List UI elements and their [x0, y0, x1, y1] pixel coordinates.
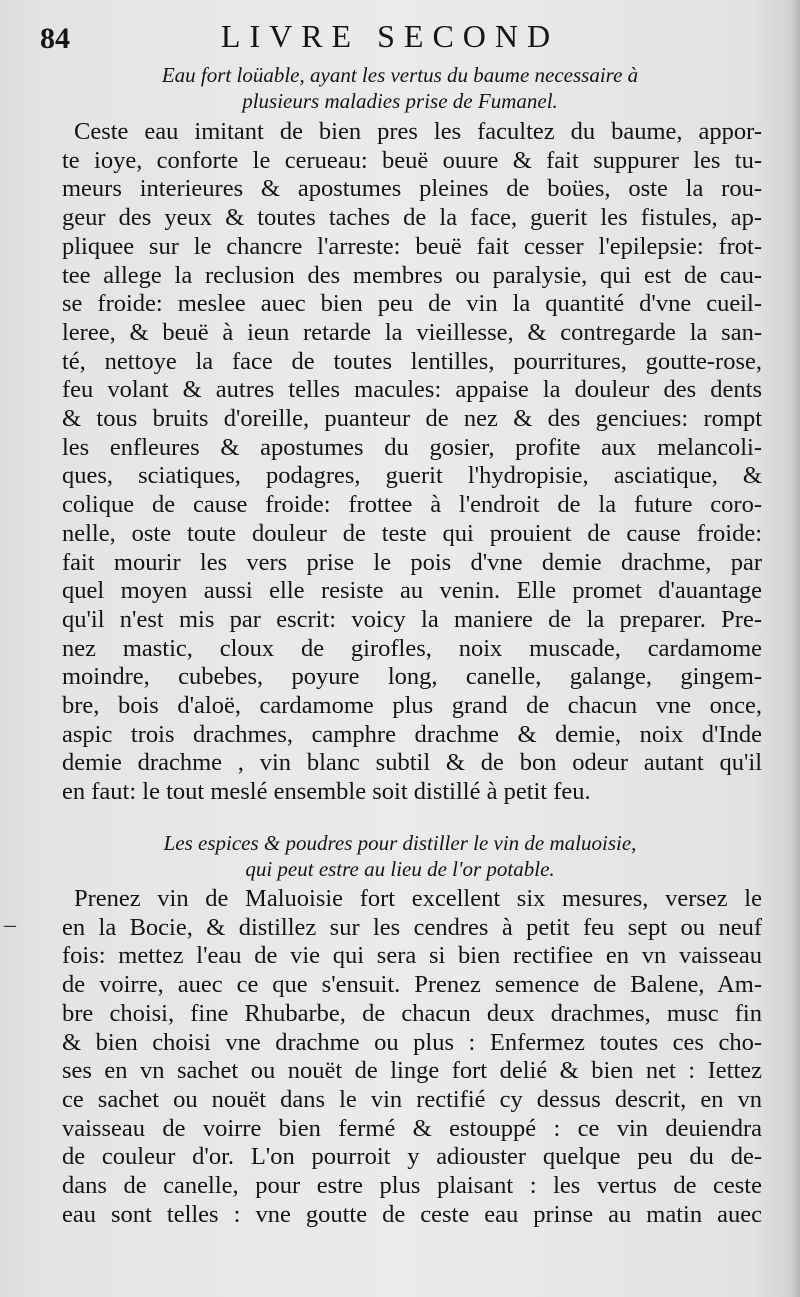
text-line: de couleur d'or. L'on pourroit y adiouster quelque peu du de- [62, 1143, 762, 1171]
text-line: te ioye, conforte le cerueau: beuë ouure & fait suppurer les tu- [62, 146, 762, 174]
text-line: colique de cause froide: frottee à l'endroit de la future coro- [62, 491, 762, 519]
text-line: les enfleures & apostumes du gosier, profite aux melancoli- [62, 433, 762, 461]
text-line: dans de canelle, pour estre plus plaisant : les vertus de ceste [62, 1172, 762, 1200]
text-line: bre, bois d'aloë, cardamome plus grand de chacun vne once, [62, 692, 762, 720]
text-line: ce sachet ou nouët dans le vin rectifié cy dessus descrit, en vn [62, 1085, 762, 1113]
text-line: en faut: le tout meslé ensemble soit distillé à petit feu. [62, 778, 591, 806]
text-line: & bien choisi vne drachme ou plus : Enfermez toutes ces cho- [62, 1028, 762, 1056]
paragraph-body-2 [62, 885, 762, 1229]
text-line: se froide: meslee auec bien peu de vin la quantité d'vne cueil- [62, 290, 762, 318]
text-line: geur des yeux & toutes taches de la face, guerit les fistules, ap- [62, 204, 762, 232]
heading-line: plusieurs maladies prise de Fumanel. [242, 89, 558, 113]
text-line: meurs interieures & apostumes pleines de boües, oste la rou- [62, 175, 762, 203]
text-line: & tous bruits d'oreille, puanteur de nez & des genciues: rompt [62, 405, 762, 433]
text-line: moindre, cubebes, poyure long, canelle, galange, gingem- [62, 663, 762, 691]
text-line: vaisseau de voirre bien fermé & estouppé : ce vin deuiendra [62, 1114, 762, 1142]
text-line: Ceste eau imitant de bien pres les facultez du baume, appor- [74, 118, 762, 145]
heading-line: Les espices & poudres pour distiller le vin de maluoisie, [163, 831, 637, 855]
section-heading-2 [80, 830, 720, 882]
text-line: leree, & beuë à ieun retarde la vieillesse, & contregarde la san- [62, 318, 762, 346]
margin-mark: – [4, 912, 16, 938]
text-line: ses en vn sachet ou nouët de linge fort delié & bien net : Iettez [62, 1057, 762, 1085]
paragraph-body-1 [62, 118, 762, 807]
heading-line: Eau fort loüable, ayant les vertus du baume necessaire à [161, 63, 639, 87]
text-line: tee allege la reclusion des membres ou paralysie, qui est de cau- [62, 261, 762, 289]
text-line: Prenez vin de Maluoisie fort excellent six mesures, versez le [74, 885, 762, 912]
text-line: de voirre, auec ce que s'ensuit. Prenez semence de Balene, Am- [62, 971, 762, 999]
text-line: pliquee sur le chancre l'arreste: beuë fait cesser l'epilepsie: frot- [62, 232, 762, 260]
text-line: fait mourir les vers prise le pois d'vne demie drachme, par [62, 548, 762, 576]
text-line: ques, sciatiques, podagres, guerit l'hydropisie, asciatique, & [62, 462, 762, 490]
heading-line: qui peut estre au lieu de l'or potable. [245, 857, 555, 881]
text-line: demie drachme , vin blanc subtil & de bon odeur autant qu'il [62, 749, 762, 777]
page-edge-shadow [790, 0, 800, 1297]
text-line: nez mastic, cloux de girofles, noix muscade, cardamome [62, 634, 762, 662]
text-line: eau sont telles : vne goutte de ceste eau prinse au matin auec [62, 1200, 762, 1228]
text-line: nelle, oste toute douleur de teste qui prouient de cause froide: [62, 519, 762, 547]
page-number: 84 [40, 22, 70, 55]
text-line: aspic trois drachmes, camphre drachme & demie, noix d'Inde [62, 720, 762, 748]
text-line: feu volant & autres telles macules: appaise la douleur des dents [62, 376, 762, 404]
text-line: quel moyen aussi elle resiste au venin. Elle promet d'auantage [62, 577, 762, 605]
text-line: bre choisi, fine Rhubarbe, de chacun deux drachmes, musc fin [62, 999, 762, 1027]
text-line: fois: mettez l'eau de vie qui sera si bien rectifiee en vn vaisseau [62, 942, 762, 970]
section-heading-1 [80, 62, 720, 114]
text-line: té, nettoye la face de toutes lentilles, pourritures, goutte-rose, [62, 347, 762, 375]
text-line: en la Bocie, & distillez sur les cendres à petit feu sept ou neuf [62, 913, 762, 941]
text-line: qu'il n'est mis par escrit: voicy la maniere de la preparer. Pre- [62, 605, 762, 633]
running-title: LIVRE SECOND [220, 18, 560, 54]
